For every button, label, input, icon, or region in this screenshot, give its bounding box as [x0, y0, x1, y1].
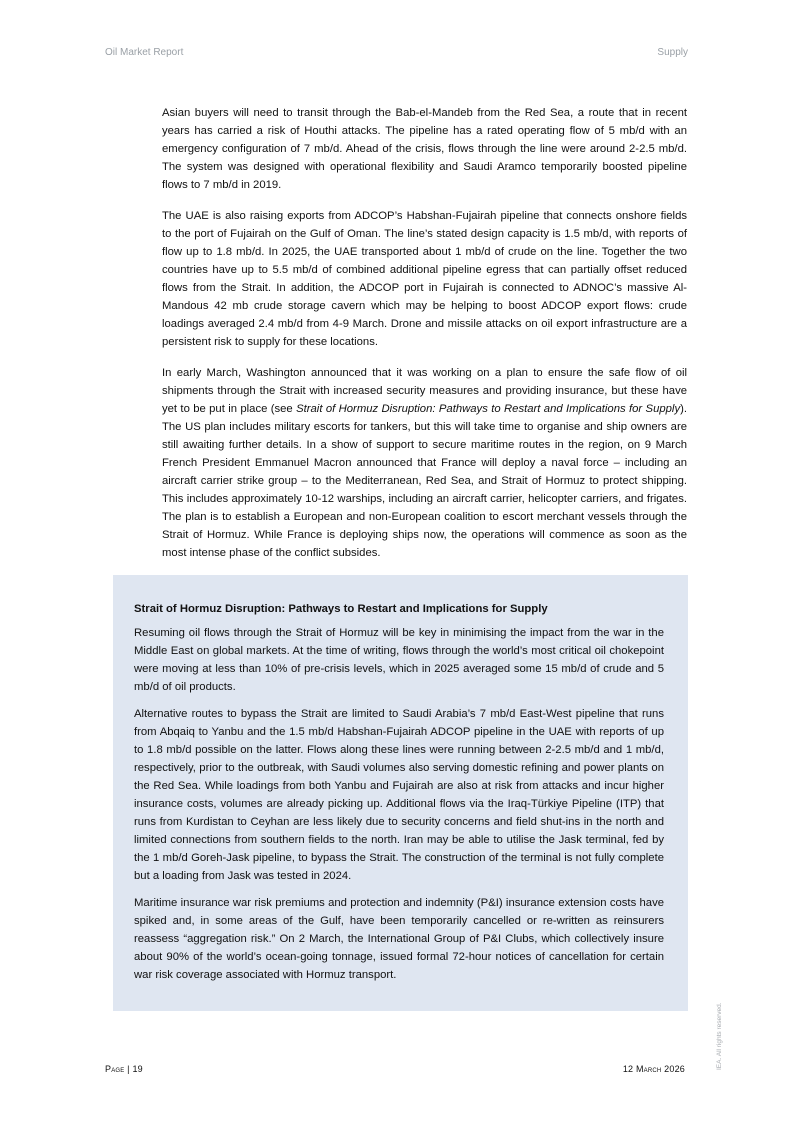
section-name: Supply: [657, 47, 688, 58]
paragraph-3-text-a: In early March, Washington announced that it was working on a plan to ensure the safe flow of oil shipments through the Strait with increased security measures and providing insurance, but these have yet to be put in place (see: [162, 367, 687, 415]
page-separator: |: [124, 1064, 133, 1074]
box-paragraph-2: Alternative routes to bypass the Strait are limited to Saudi Arabia’s 7 mb/d East-West pipeline that runs from Abqaiq to Yanbu and the 1.5 mb/d Habshan-Fujairah ADCOP pipeline in the UAE with reports of up to 1.8 mb/d possible on the latter. Flows along these lines were running between 2-2.5 mb/d and 1 mb/d, respectively, prior to the outbreak, with Saudi volumes also serving domestic refining and power plants on the Red Sea. While loadings from both Yanbu and Fujairah are also at risk from attacks and incur higher insurance costs, volumes are already picking up. Additional flows via the Iraq-Türkiye Pipeline (ITP) that runs from Kurdistan to Ceyhan are less likely due to security concerns and field shut-ins in the north and limited connections from southern fields to the north. Iran may be able to utilise the Jask terminal, fed by the 1 mb/d Goreh-Jask pipeline, to bypass the Strait. The construction of the terminal is not fully complete but a loading from Jask was tested in 2024.: [134, 708, 664, 882]
report-date: [623, 1064, 685, 1074]
box-title: Strait of Hormuz Disruption: Pathways to Restart and Implications for Supply: [134, 603, 548, 615]
box-paragraph-1: Resuming oil flows through the Strait of Hormuz will be key in minimising the impact from the war in the Middle East on global markets. At the time of writing, flows through the world’s most critical oil chokepoint were moving at less than 10% of pre-crisis levels, which in 2025 averaged some 15 mb/d of crude and 5 mb/d of oil products.: [134, 627, 664, 693]
box-paragraph-3: Maritime insurance war risk premiums and protection and indemnity (P&I) insurance extension costs have spiked and, in some areas of the Gulf, have been temporarily cancelled or re-written as reinsurers reassess “aggregation risk.” On 2 March, the International Group of P&I Clubs, which collectively insure about 90% of the world’s ocean-going tonnage, issued formal 72-hour notices of cancellation for certain war risk coverage associated with Hormuz transport.: [134, 897, 664, 981]
page-number-value: 19: [132, 1064, 143, 1074]
main-text: [162, 104, 687, 575]
paragraph-1: Asian buyers will need to transit through the Bab-el-Mandeb from the Red Sea, a route that in recent years has carried a risk of Houthi attacks. The pipeline has a rated operating flow of 5 mb/d with an emergency configuration of 7 mb/d. Ahead of the crisis, flows through the line were around 2-2.5 mb/d. The system was designed with operational flexibility and Saudi Aramco temporarily boosted pipeline flows to 7 mb/d in 2019.: [162, 107, 687, 191]
date-month: March: [635, 1064, 662, 1074]
page-header: [105, 47, 688, 63]
paragraph-2: The UAE is also raising exports from ADCOP’s Habshan-Fujairah pipeline that connects onshore fields to the port of Fujairah on the Gulf of Oman. The line’s stated design capacity is 1.5 mb/d, with reports of flow up to 1.8 mb/d. In 2025, the UAE transported about 1 mb/d of crude on the line. Together the two countries have up to 5.5 mb/d of combined additional pipeline egress that can partially offset reduced flows from the Strait. In addition, the ADCOP port in Fujairah is connected to ADNOC’s massive Al-Mandous 42 mb crude storage cavern which may be helping to boost ADCOP export flows: crude loadings averaged 2.4 mb/d from 4-9 March. Drone and missile attacks on oil export infrastructure are a persistent risk to supply for these locations.: [162, 210, 687, 348]
hormuz-info-box: [113, 575, 688, 1011]
paragraph-3: [162, 364, 687, 562]
box-reference: Strait of Hormuz Disruption: Pathways to Restart and Implications for Supply: [296, 403, 681, 415]
report-title: Oil Market Report: [105, 47, 184, 58]
date-year: 2026: [661, 1064, 685, 1074]
page-number: [105, 1064, 143, 1074]
copyright-note: IEA. All rights reserved.: [716, 1002, 723, 1070]
paragraph-3-text-b: ). The US plan includes military escorts for tankers, but this will take time to organise and ship owners are still awaiting further details. In a show of support to secure maritime routes in the region, on 9 March French President Emmanuel Macron announced that France will deploy a naval force – including an aircraft carrier strike group – to the Mediterranean, Red Sea, and Strait of Hormuz to protect shipping. This includes approximately 10-12 warships, including an aircraft carrier, helicopter carriers, and frigates. The plan is to establish a European and non-European coalition to escort merchant vessels through the Strait of Hormuz. While France is deploying ships now, the operations will commence as soon as the most intense phase of the conflict subsides.: [162, 403, 687, 559]
date-day: 12: [622, 1064, 636, 1074]
page-label: Page: [105, 1064, 125, 1074]
